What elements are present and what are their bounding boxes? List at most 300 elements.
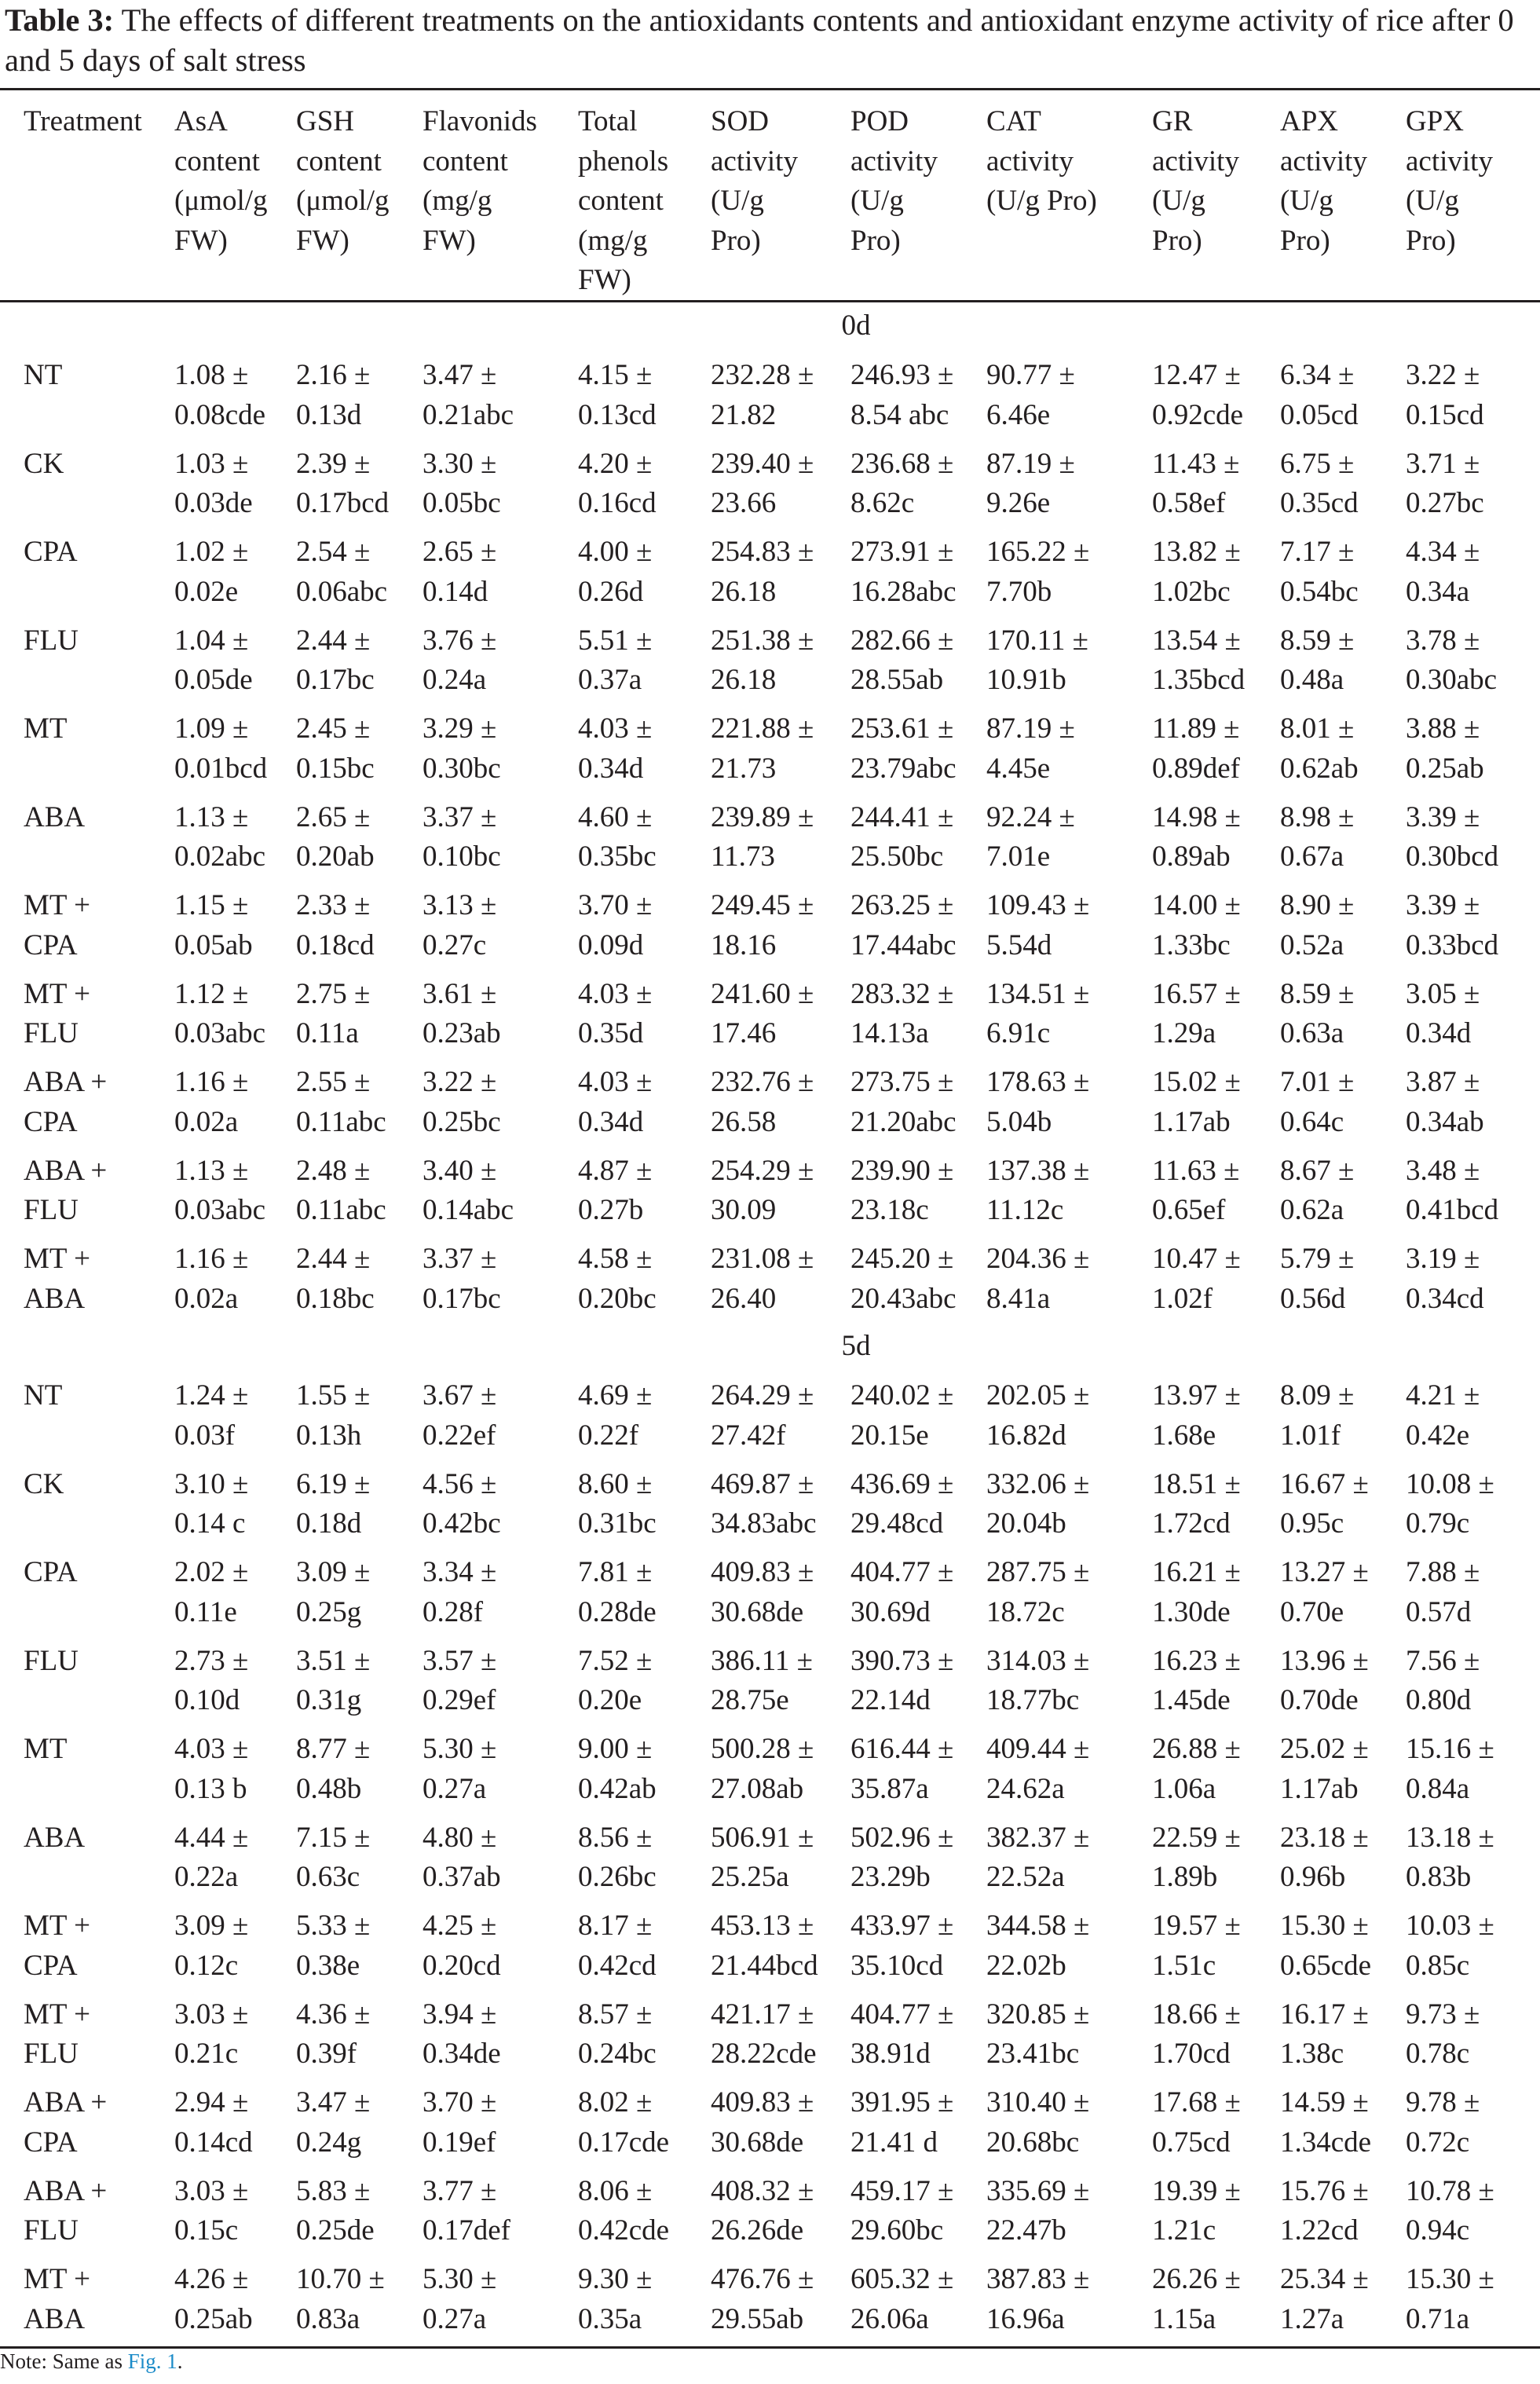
value-cell: 2.33 ±: [296, 889, 371, 921]
value-cell: 3.34 ±: [422, 1556, 497, 1588]
value-cell: 251.38 ±: [711, 624, 814, 657]
value-cell: 8.98 ±: [1280, 800, 1355, 833]
value-cell: 14.13a: [850, 1017, 929, 1049]
value-cell: 436.69 ±: [850, 1467, 954, 1500]
value-cell: 7.56 ±: [1406, 1644, 1480, 1677]
value-cell: 13.27 ±: [1280, 1556, 1369, 1588]
value-cell: 0.41bcd: [1406, 1194, 1499, 1226]
value-cell: 18.51 ±: [1152, 1467, 1241, 1500]
value-cell: 5.30 ±: [422, 2263, 497, 2295]
value-cell: 0.25bc: [422, 1105, 501, 1138]
value-cell: 0.63a: [1280, 1017, 1344, 1049]
value-cell: 7.52 ±: [578, 1644, 653, 1677]
treatment-cell: ABA +: [24, 2174, 108, 2207]
value-cell: 282.66 ±: [850, 624, 954, 657]
value-cell: 0.72c: [1406, 2126, 1470, 2159]
value-cell: 0.02a: [174, 1105, 239, 1138]
value-cell: 502.96 ±: [850, 1821, 954, 1854]
value-cell: 10.70 ±: [296, 2263, 385, 2295]
treatment-cell: ABA: [24, 2302, 86, 2335]
value-cell: 0.02a: [174, 1282, 239, 1315]
value-cell: 3.67 ±: [422, 1379, 497, 1412]
value-cell: 0.84a: [1406, 1772, 1470, 1805]
value-cell: 0.16cd: [578, 487, 657, 519]
section-label: 5d: [841, 1330, 871, 1362]
value-cell: 25.02 ±: [1280, 1733, 1369, 1765]
value-cell: 249.45 ±: [711, 889, 814, 921]
value-cell: 3.61 ±: [422, 977, 497, 1010]
value-cell: 23.41bc: [986, 2038, 1080, 2070]
value-cell: 8.01 ±: [1280, 712, 1355, 745]
value-cell: 92.24 ±: [986, 800, 1075, 833]
value-cell: 0.80d: [1406, 1684, 1472, 1716]
value-cell: 26.58: [711, 1105, 777, 1138]
value-cell: 273.91 ±: [850, 536, 954, 568]
column-header: (mg/g: [422, 185, 492, 217]
treatment-cell: CK: [24, 447, 64, 480]
value-cell: 5.54d: [986, 928, 1052, 961]
value-cell: 0.37a: [578, 664, 642, 696]
column-header: activity: [850, 145, 938, 178]
value-cell: 0.22f: [578, 1419, 639, 1452]
value-cell: 4.60 ±: [578, 800, 653, 833]
value-cell: 3.94 ±: [422, 1998, 497, 2031]
treatment-cell: CPA: [24, 1949, 78, 1982]
value-cell: 2.39 ±: [296, 447, 371, 480]
value-cell: 1.02bc: [1152, 575, 1231, 608]
value-cell: 7.01e: [986, 840, 1051, 873]
value-cell: 1.02f: [1152, 1282, 1213, 1315]
value-cell: 1.55 ±: [296, 1379, 371, 1412]
value-cell: 0.48a: [1280, 664, 1344, 696]
value-cell: 0.21abc: [422, 398, 514, 431]
value-cell: 2.16 ±: [296, 359, 371, 391]
value-cell: 20.15e: [850, 1419, 929, 1452]
value-cell: 0.11a: [296, 1017, 359, 1049]
value-cell: 13.82 ±: [1152, 536, 1241, 568]
value-cell: 0.18bc: [296, 1282, 375, 1315]
value-cell: 21.20abc: [850, 1105, 957, 1138]
value-cell: 0.35bc: [578, 840, 657, 873]
value-cell: 24.62a: [986, 1772, 1065, 1805]
value-cell: 4.69 ±: [578, 1379, 653, 1412]
value-cell: 1.04 ±: [174, 624, 249, 657]
value-cell: 17.46: [711, 1017, 777, 1049]
value-cell: 0.06abc: [296, 575, 388, 608]
value-cell: 1.35bcd: [1152, 664, 1246, 696]
value-cell: 202.05 ±: [986, 1379, 1090, 1412]
value-cell: 0.31bc: [578, 1507, 657, 1540]
value-cell: 16.82d: [986, 1419, 1066, 1452]
value-cell: 0.24bc: [578, 2038, 657, 2070]
value-cell: 0.20bc: [578, 1282, 657, 1315]
value-cell: 0.14abc: [422, 1194, 514, 1226]
value-cell: 0.13cd: [578, 398, 657, 431]
column-header: FW): [174, 224, 228, 257]
value-cell: 0.56d: [1280, 1282, 1346, 1315]
value-cell: 0.70de: [1280, 1684, 1359, 1716]
value-cell: 469.87 ±: [711, 1467, 814, 1500]
value-cell: 0.58ef: [1152, 487, 1226, 519]
value-cell: 0.37ab: [422, 1861, 501, 1893]
value-cell: 0.89def: [1152, 752, 1240, 785]
value-cell: 0.09d: [578, 928, 644, 961]
value-cell: 391.95 ±: [850, 2086, 954, 2119]
value-cell: 3.22 ±: [422, 1066, 497, 1098]
value-cell: 16.57 ±: [1152, 977, 1241, 1010]
value-cell: 0.25g: [296, 1595, 362, 1628]
value-cell: 0.17def: [422, 2214, 510, 2247]
value-cell: 4.36 ±: [296, 1998, 371, 2031]
column-header: phenols: [578, 145, 669, 178]
value-cell: 9.26e: [986, 487, 1051, 519]
value-cell: 0.21c: [174, 2038, 239, 2070]
value-cell: 3.09 ±: [174, 1910, 249, 1942]
value-cell: 26.26de: [711, 2214, 804, 2247]
value-cell: 0.28f: [422, 1595, 484, 1628]
treatment-cell: CK: [24, 1467, 64, 1500]
value-cell: 13.97 ±: [1152, 1379, 1241, 1412]
value-cell: 0.20ab: [296, 840, 375, 873]
value-cell: 0.05ab: [174, 928, 253, 961]
column-header: Flavonids: [422, 105, 537, 137]
value-cell: 0.03abc: [174, 1017, 266, 1049]
value-cell: 232.76 ±: [711, 1066, 814, 1098]
value-cell: 20.43abc: [850, 1282, 957, 1315]
value-cell: 21.44bcd: [711, 1949, 818, 1982]
value-cell: 25.34 ±: [1280, 2263, 1369, 2295]
value-cell: 0.28de: [578, 1595, 657, 1628]
value-cell: 236.68 ±: [850, 447, 954, 480]
value-cell: 1.01f: [1280, 1419, 1341, 1452]
value-cell: 1.21c: [1152, 2214, 1216, 2247]
value-cell: 0.38e: [296, 1949, 360, 1982]
value-cell: 3.51 ±: [296, 1644, 371, 1677]
value-cell: 22.59 ±: [1152, 1821, 1241, 1854]
value-cell: 0.79c: [1406, 1507, 1470, 1540]
value-cell: 137.38 ±: [986, 1154, 1090, 1187]
value-cell: 0.34de: [422, 2038, 501, 2070]
value-cell: 20.04b: [986, 1507, 1066, 1540]
value-cell: 3.03 ±: [174, 2174, 249, 2207]
value-cell: 0.35cd: [1280, 487, 1359, 519]
value-cell: 0.42ab: [578, 1772, 657, 1805]
value-cell: 0.52a: [1280, 928, 1344, 961]
column-header: activity: [986, 145, 1074, 178]
value-cell: 0.11e: [174, 1595, 237, 1628]
value-cell: 2.94 ±: [174, 2086, 249, 2119]
value-cell: 1.02 ±: [174, 536, 249, 568]
value-cell: 6.91c: [986, 1017, 1051, 1049]
value-cell: 2.73 ±: [174, 1644, 249, 1677]
value-cell: 2.02 ±: [174, 1556, 249, 1588]
value-cell: 1.72cd: [1152, 1507, 1231, 1540]
value-cell: 4.03 ±: [578, 712, 653, 745]
value-cell: 0.10bc: [422, 840, 501, 873]
column-header: FW): [422, 224, 476, 257]
value-cell: 1.12 ±: [174, 977, 249, 1010]
value-cell: 421.17 ±: [711, 1998, 814, 2031]
value-cell: 409.83 ±: [711, 1556, 814, 1588]
column-header: activity: [1152, 145, 1239, 178]
value-cell: 10.91b: [986, 664, 1066, 696]
value-cell: 409.83 ±: [711, 2086, 814, 2119]
value-cell: 1.38c: [1280, 2038, 1344, 2070]
value-cell: 8.67 ±: [1280, 1154, 1355, 1187]
value-cell: 231.08 ±: [711, 1243, 814, 1275]
value-cell: 409.44 ±: [986, 1733, 1090, 1765]
value-cell: 314.03 ±: [986, 1644, 1090, 1677]
value-cell: 254.29 ±: [711, 1154, 814, 1187]
column-header: Pro): [1280, 224, 1330, 257]
value-cell: 0.27b: [578, 1194, 644, 1226]
treatment-cell: CPA: [24, 928, 78, 961]
value-cell: 1.30de: [1152, 1595, 1231, 1628]
value-cell: 0.13h: [296, 1419, 362, 1452]
value-cell: 0.18cd: [296, 928, 375, 961]
column-header: (μmol/g: [174, 185, 268, 217]
value-cell: 0.31g: [296, 1684, 362, 1716]
value-cell: 4.87 ±: [578, 1154, 653, 1187]
value-cell: 0.54bc: [1280, 575, 1359, 608]
value-cell: 15.76 ±: [1280, 2174, 1369, 2207]
value-cell: 19.57 ±: [1152, 1910, 1241, 1942]
value-cell: 433.97 ±: [850, 1910, 954, 1942]
value-cell: 344.58 ±: [986, 1910, 1090, 1942]
treatment-cell: ABA: [24, 800, 86, 833]
value-cell: 1.33bc: [1152, 928, 1231, 961]
value-cell: 5.04b: [986, 1105, 1052, 1138]
value-cell: 240.02 ±: [850, 1379, 954, 1412]
column-header: FW): [296, 224, 349, 257]
value-cell: 28.55ab: [850, 664, 944, 696]
column-header: CAT: [986, 105, 1041, 137]
value-cell: 1.15a: [1152, 2302, 1216, 2335]
value-cell: 16.28abc: [850, 575, 957, 608]
value-cell: 27.42f: [711, 1419, 786, 1452]
value-cell: 0.14cd: [174, 2126, 253, 2159]
column-header: Treatment: [24, 105, 142, 137]
value-cell: 2.44 ±: [296, 624, 371, 657]
treatment-cell: CPA: [24, 1105, 78, 1138]
value-cell: 1.51c: [1152, 1949, 1216, 1982]
value-cell: 0.05de: [174, 664, 253, 696]
value-cell: 38.91d: [850, 2038, 931, 2070]
value-cell: 1.34cde: [1280, 2126, 1372, 2159]
treatment-cell: ABA +: [24, 2086, 108, 2119]
value-cell: 21.41 d: [850, 2126, 938, 2159]
value-cell: 1.45de: [1152, 1684, 1231, 1716]
value-cell: 14.98 ±: [1152, 800, 1241, 833]
value-cell: 18.77bc: [986, 1684, 1080, 1716]
column-header: activity: [1280, 145, 1367, 178]
value-cell: 7.15 ±: [296, 1821, 371, 1854]
value-cell: 287.75 ±: [986, 1556, 1090, 1588]
value-cell: 87.19 ±: [986, 712, 1075, 745]
column-header: GR: [1152, 105, 1193, 137]
value-cell: 3.39 ±: [1406, 889, 1480, 921]
value-cell: 476.76 ±: [711, 2263, 814, 2295]
value-cell: 26.18: [711, 575, 777, 608]
value-cell: 5.51 ±: [578, 624, 653, 657]
value-cell: 0.03de: [174, 487, 253, 519]
table-caption-text: The effects of different treatments on the antioxidants contents and antioxidant enzyme activity of rice after 0 and 5 days of salt stress: [5, 2, 1514, 78]
value-cell: 2.48 ±: [296, 1154, 371, 1187]
value-cell: 0.85c: [1406, 1949, 1470, 1982]
value-cell: 0.01bcd: [174, 752, 268, 785]
value-cell: 245.20 ±: [850, 1243, 954, 1275]
value-cell: 35.10cd: [850, 1949, 944, 1982]
treatment-cell: FLU: [24, 1644, 79, 1677]
value-cell: 26.06a: [850, 2302, 929, 2335]
column-header: (U/g: [711, 185, 764, 217]
value-cell: 246.93 ±: [850, 359, 954, 391]
value-cell: 0.11abc: [296, 1194, 386, 1226]
column-header: Pro): [850, 224, 901, 257]
column-header: (μmol/g: [296, 185, 390, 217]
value-cell: 0.17bcd: [296, 487, 390, 519]
value-cell: 1.13 ±: [174, 1154, 249, 1187]
value-cell: 459.17 ±: [850, 2174, 954, 2207]
value-cell: 28.22cde: [711, 2038, 817, 2070]
table-note: [0, 2347, 183, 2375]
section-label: 0d: [841, 309, 871, 342]
value-cell: 2.45 ±: [296, 712, 371, 745]
value-cell: 10.08 ±: [1406, 1467, 1494, 1500]
value-cell: 0.34a: [1406, 575, 1470, 608]
value-cell: 16.96a: [986, 2302, 1065, 2335]
value-cell: 30.69d: [850, 1595, 931, 1628]
value-cell: 2.55 ±: [296, 1066, 371, 1098]
value-cell: 0.70e: [1280, 1595, 1344, 1628]
value-cell: 8.54 abc: [850, 398, 949, 431]
treatment-cell: NT: [24, 1379, 63, 1412]
value-cell: 9.30 ±: [578, 2263, 653, 2295]
value-cell: 0.27c: [422, 928, 487, 961]
column-header: (U/g Pro): [986, 185, 1097, 217]
value-cell: 0.65cde: [1280, 1949, 1372, 1982]
value-cell: 4.56 ±: [422, 1467, 497, 1500]
treatment-cell: NT: [24, 359, 63, 391]
value-cell: 16.23 ±: [1152, 1644, 1241, 1677]
value-cell: 254.83 ±: [711, 536, 814, 568]
value-cell: 390.73 ±: [850, 1644, 954, 1677]
value-cell: 0.57d: [1406, 1595, 1472, 1628]
treatment-cell: ABA +: [24, 1066, 108, 1098]
treatment-cell: FLU: [24, 2038, 79, 2070]
value-cell: 13.54 ±: [1152, 624, 1241, 657]
value-cell: 386.11 ±: [711, 1644, 813, 1677]
value-cell: 4.00 ±: [578, 536, 653, 568]
value-cell: 23.66: [711, 487, 777, 519]
treatment-cell: MT +: [24, 1998, 90, 2031]
value-cell: 2.65 ±: [296, 800, 371, 833]
value-cell: 0.42cde: [578, 2214, 670, 2247]
value-cell: 0.34d: [578, 752, 644, 785]
value-cell: 4.26 ±: [174, 2263, 249, 2295]
value-cell: 0.13d: [296, 398, 362, 431]
value-cell: 3.47 ±: [422, 359, 497, 391]
value-cell: 8.77 ±: [296, 1733, 371, 1765]
value-cell: 6.75 ±: [1280, 447, 1355, 480]
value-cell: 0.17bc: [422, 1282, 501, 1315]
value-cell: 0.14d: [422, 575, 488, 608]
value-cell: 1.27a: [1280, 2302, 1344, 2335]
value-cell: 18.16: [711, 928, 777, 961]
value-cell: 25.25a: [711, 1861, 789, 1893]
column-header: Pro): [1152, 224, 1202, 257]
value-cell: 408.32 ±: [711, 2174, 814, 2207]
value-cell: 0.83a: [296, 2302, 360, 2335]
value-cell: 0.30bc: [422, 752, 501, 785]
value-cell: 3.03 ±: [174, 1998, 249, 2031]
value-cell: 6.46e: [986, 398, 1051, 431]
note-text: Note: Same as: [0, 2349, 128, 2373]
column-header: Total: [578, 105, 638, 137]
value-cell: 9.73 ±: [1406, 1998, 1480, 2031]
value-cell: 19.39 ±: [1152, 2174, 1241, 2207]
value-cell: 0.83b: [1406, 1861, 1472, 1893]
table-top-rule: [0, 88, 1540, 90]
value-cell: 8.56 ±: [578, 1821, 653, 1854]
value-cell: 8.59 ±: [1280, 624, 1355, 657]
value-cell: 204.36 ±: [986, 1243, 1090, 1275]
treatment-cell: FLU: [24, 1017, 79, 1049]
value-cell: 0.96b: [1280, 1861, 1346, 1893]
value-cell: 1.08 ±: [174, 359, 249, 391]
value-cell: 14.00 ±: [1152, 889, 1241, 921]
figure-link[interactable]: Fig. 1: [127, 2349, 177, 2373]
value-cell: 232.28 ±: [711, 359, 814, 391]
value-cell: 3.88 ±: [1406, 712, 1480, 745]
value-cell: 264.29 ±: [711, 1379, 814, 1412]
treatment-cell: MT: [24, 712, 68, 745]
value-cell: 1.16 ±: [174, 1243, 249, 1275]
value-cell: 17.68 ±: [1152, 2086, 1241, 2119]
value-cell: 0.42cd: [578, 1949, 657, 1982]
value-cell: 3.48 ±: [1406, 1154, 1480, 1187]
value-cell: 5.33 ±: [296, 1910, 371, 1942]
value-cell: 21.73: [711, 752, 777, 785]
treatment-cell: FLU: [24, 624, 79, 657]
value-cell: 4.03 ±: [578, 1066, 653, 1098]
value-cell: 0.26bc: [578, 1861, 657, 1893]
value-cell: 3.71 ±: [1406, 447, 1480, 480]
treatment-cell: MT +: [24, 889, 90, 921]
value-cell: 0.03f: [174, 1419, 236, 1452]
value-cell: 3.70 ±: [422, 2086, 497, 2119]
value-cell: 8.09 ±: [1280, 1379, 1355, 1412]
value-cell: 0.18d: [296, 1507, 362, 1540]
value-cell: 13.18 ±: [1406, 1821, 1494, 1854]
value-cell: 387.83 ±: [986, 2263, 1090, 2295]
value-cell: 0.27bc: [1406, 487, 1484, 519]
value-cell: 320.85 ±: [986, 1998, 1090, 2031]
value-cell: 0.95c: [1280, 1507, 1344, 1540]
value-cell: 0.25ab: [1406, 752, 1484, 785]
value-cell: 404.77 ±: [850, 1556, 954, 1588]
value-cell: 5.79 ±: [1280, 1243, 1355, 1275]
treatment-cell: MT +: [24, 2263, 90, 2295]
value-cell: 0.03abc: [174, 1194, 266, 1226]
value-cell: 0.17cde: [578, 2126, 670, 2159]
value-cell: 3.10 ±: [174, 1467, 249, 1500]
column-header: GSH: [296, 105, 355, 137]
value-cell: 1.13 ±: [174, 800, 249, 833]
value-cell: 15.30 ±: [1406, 2263, 1494, 2295]
treatment-cell: CPA: [24, 1556, 78, 1588]
value-cell: 0.39f: [296, 2038, 357, 2070]
